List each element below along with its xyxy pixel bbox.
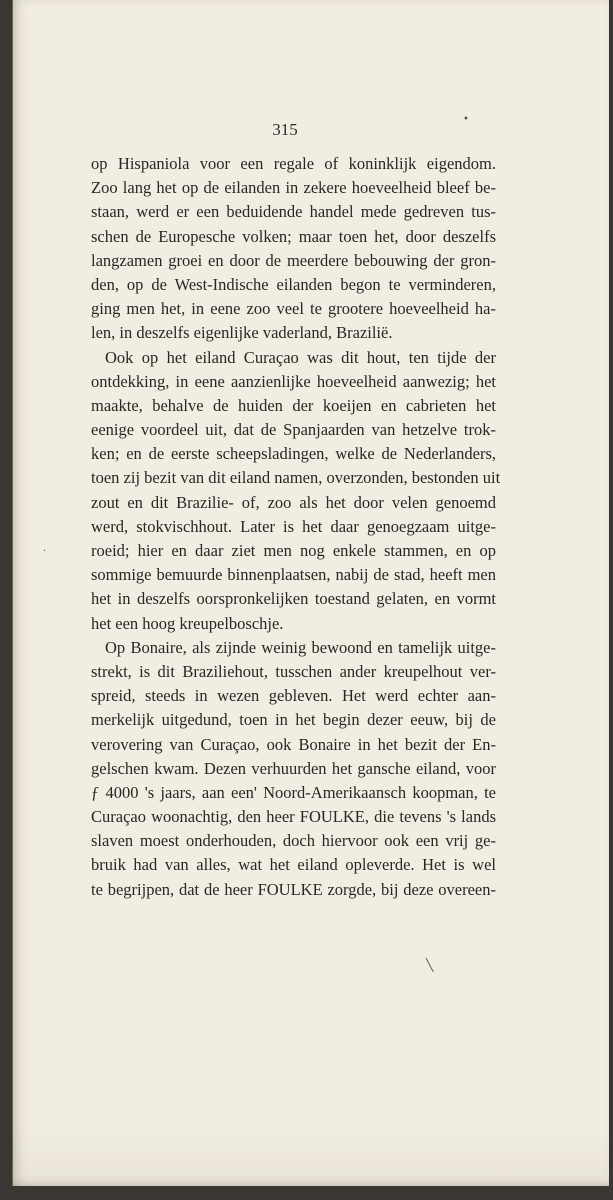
- text-line: len, in deszelfs eigenlijke vaderland, Brazilië.: [91, 323, 393, 343]
- text-line: eenige voordeel uit, dat de Spanjaarden van hetzelve trok-: [91, 420, 496, 440]
- page-number: 315: [272, 120, 298, 139]
- body-text: [91, 152, 501, 902]
- book-page: [12, 0, 609, 1186]
- text-line: gelschen kwam. Dezen verhuurden het gansche eiland, voor: [91, 758, 496, 778]
- text-line: langzamen groei en door de meerdere bebouwing der gron-: [91, 250, 496, 270]
- text-line: bruik had van alles, wat het eiland opleverde. Het is wel: [91, 855, 496, 875]
- text-line: maakte, behalve de huiden der koeijen en cabrieten het: [91, 395, 496, 415]
- text-line: den, op de West-Indische eilanden begon te verminderen,: [91, 274, 496, 294]
- text-line: ƒ 4000 's jaars, aan een' Noord-Amerikaansch koopman, te: [91, 782, 496, 802]
- text-line: zout en dit Brazilie- of, zoo als het door velen genoemd: [91, 492, 496, 512]
- speck-mark: •: [463, 114, 469, 125]
- text-line: het in deszelfs oorspronkelijken toestand gelaten, en vormt: [91, 589, 496, 609]
- speck-mark: ╲: [426, 958, 434, 972]
- text-line: toen zij bezit van dit eiland namen, overzonden, bestonden uit: [91, 468, 501, 488]
- text-line: schen de Europesche volken; maar toen het, door deszelfs: [91, 226, 496, 246]
- text-line: ontdekking, in eene aanzienlijke hoeveelheid aanwezig; het: [91, 371, 496, 391]
- text-line: ging men het, in eene zoo veel te grootere hoeveelheid ha-: [91, 299, 496, 319]
- text-line: ken; en de eerste scheepsladingen, welke de Nederlanders,: [91, 444, 496, 464]
- text-line: roeid; hier en daar ziet men nog enkele stammen, en op: [91, 541, 496, 560]
- text-line: het een hoog kreupelboschje.: [91, 613, 284, 633]
- text-line: strekt, is dit Braziliehout, tusschen ander kreupelhout ver-: [91, 661, 496, 681]
- text-line: spreid, steeds in wezen gebleven. Het werd echter aan-: [91, 686, 496, 706]
- text-line: verovering van Curaçao, ook Bonaire in het bezit der En-: [91, 734, 496, 754]
- text-line: merkelijk uitgedund, toen in het begin dezer eeuw, bij de: [91, 710, 496, 730]
- text-line: op Hispaniola voor een regale of koninklijk eigendom.: [91, 154, 496, 173]
- text-line: te begrijpen, dat de heer FOULKE zorgde, bij deze overeen-: [91, 879, 496, 899]
- text-line: sommige bemuurde binnenplaatsen, nabij de stad, heeft men: [91, 565, 496, 585]
- text-line: Op Bonaire, als zijnde weinig bewoond en tamelijk uitge-: [105, 637, 496, 657]
- text-line: Curaçao woonachtig, den heer FOULKE, die tevens 's lands: [91, 807, 496, 827]
- text-line: Zoo lang het op de eilanden in zekere hoeveelheid bleef be-: [91, 178, 496, 198]
- text-line: Ook op het eiland Curaçao was dit hout, ten tijde der: [105, 347, 496, 367]
- text-line: slaven moest onderhouden, doch hiervoor ook een vrij ge-: [91, 831, 496, 851]
- text-line: werd, stokvischhout. Later is het daar genoegzaam uitge-: [91, 516, 496, 536]
- speck-mark: ·: [43, 546, 47, 557]
- text-line: staan, werd er een beduidende handel mede gedreven tus-: [91, 202, 496, 222]
